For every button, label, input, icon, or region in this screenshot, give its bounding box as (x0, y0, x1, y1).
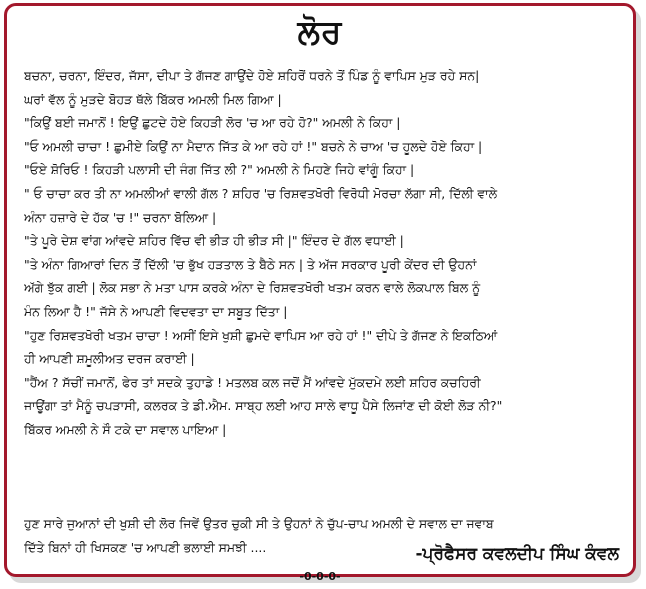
document-frame (4, 3, 636, 583)
paragraph-line: "ਹੁਣ ਰਿਸ਼ਵਤਖੋਰੀ ਖਤਮ ਚਾਚਾ ! ਅਸੀਂ ਇਸੇ ਖੁਸ਼ੀ ਛੁਮਦੇ ਵਾਪਿਸ ਆ ਰਹੇ ਹਾਂ !" ਦੀਪੇ ਤੇ ਗੱਜਣ ਨੇ ਇਕਠਿਆਂ (24, 327, 498, 343)
author-signature: -ਪ੍ਰੋਫੈਸਰ ਕਵਲਦੀਪ ਸਿੰਘ ਕੰਵਲ (415, 544, 619, 564)
paragraph-line: ਅੱਗੇ ਝੁੱਕ ਗਈ | ਲੋਕ ਸਭਾ ਨੇ ਮਤਾ ਪਾਸ ਕਰਕੇ ਅੰਨਾ ਦੇ ਰਿਸ਼ਵਤਖੋਰੀ ਖਤਮ ਕਰਨ ਵਾਲੇ ਲੋਕਪਾਲ ਬਿਲ ਨੂੰ (24, 280, 481, 296)
paragraph-line: "ਕਿਉਂ ਬਈ ਜਮਾਨੋਂ ! ਇਉਂ ਛੁਟਦੇ ਹੋਏ ਕਿਹੜੀ ਲੋਰ 'ਚ ਆ ਰਹੇ ਹੋ?" ਅਮਲੀ ਨੇ ਕਿਹਾ | (24, 115, 401, 131)
paragraph-line: ਜਾਊਂਗਾ ਤਾਂ ਮੈਨੂੰ ਚਪੜਾਸੀ, ਕਲਰਕ ਤੇ ਡੀ.ਐਮ. ਸਾਬ੍ਹ ਲਈ ਆਹ ਸਾਲੇ ਵਾਧੂ ਪੈਸੇ ਲਿਜਾਂਣ ਦੀ ਕੋਈ ਲੋੜ ਨੀ?" (24, 398, 503, 414)
ending-line: ਹੁਣ ਸਾਰੇ ਜੁਆਨਾਂ ਦੀ ਖੁਸ਼ੀ ਦੀ ਲੋਰ ਜਿਵੇਂ ਉਤਰ ਚੁਕੀ ਸੀ ਤੇ ਉਹਨਾਂ ਨੇ ਚੁੱਪ-ਚਾਪ ਅਮਲੀ ਦੇ ਸਵਾਲ ਦਾ ਜਵਾਬ (24, 516, 494, 531)
story-body (24, 64, 628, 442)
paragraph-line: "ਓਏ ਸ਼ੋਰਿਓ ! ਕਿਹੜੀ ਪਲਾਸੀ ਦੀ ਜੰਗ ਜਿੱਤ ਲੀ ?" ਅਮਲੀ ਨੇ ਮਿਹਣੇ ਜਿਹੇ ਵਾਂਗੂੰ ਕਿਹਾ | (24, 162, 415, 178)
paragraph-line: ਬਚਨਾ, ਚਰਨਾ, ਇੰਦਰ, ਜੱਸਾ, ਦੀਪਾ ਤੇ ਗੱਜਣ ਗਾਉਂਦੇ ਹੋਏ ਸ਼ਹਿਰੋਂ ਧਰਨੇ ਤੋਂ ਪਿੰਡ ਨੂੰ ਵਾਪਿਸ ਮੁੜ ਰਹੇ ਸਨ| (24, 68, 480, 83)
paragraph-line: " ਓ ਚਾਚਾ ਕਰ ਤੀ ਨਾ ਅਮਲੀਆਂ ਵਾਲੀ ਗੱਲ ? ਸ਼ਹਿਰ 'ਚ ਰਿਸ਼ਵਤਖੋਰੀ ਵਿਰੋਧੀ ਮੋਰਚਾ ਲੱਗਾ ਸੀ, ਦਿੱਲੀ ਵਾਲੇ (24, 185, 498, 201)
paragraph-line: ਹੀ ਆਪਣੀ ਸ਼ਮੂਲੀਅਤ ਦਰਜ ਕਰਾਈ | (24, 351, 195, 367)
paragraph-line: ਬਿੱਕਰ ਅਮਲੀ ਨੇ ਸੌ ਟਕੇ ਦਾ ਸਵਾਲ ਪਾਇਆ | (24, 421, 227, 437)
paragraph-line: "ਓ ਅਮਲੀ ਚਾਚਾ ! ਛੁਮੀਏ ਕਿਉਂ ਨਾ ਮੈਦਾਨ ਜਿੱਤ ਕੇ ਆ ਰਹੇ ਹਾਂ !" ਬਚਨੇ ਨੇ ਚਾਅ 'ਚ ਹੂਲਦੇ ਹੋਏ ਕਿਹਾ | (24, 138, 483, 154)
paragraph-line: ਮੰਨ ਲਿਆ ਹੈ !" ਜੱਸੇ ਨੇ ਆਪਣੀ ਵਿਦਵਤਾ ਦਾ ਸਬੂਤ ਦਿੱਤਾ | (24, 303, 288, 319)
end-separator: -0-0-0- (299, 570, 341, 583)
paragraph-line: ਘਰਾਂ ਵੱਲ ਨੂੰ ਮੁੜਦੇ ਬੋਹੜ ਥੱਲੇ ਬਿੱਕਰ ਅਮਲੀ ਮਿਲ ਗਿਆ | (24, 91, 282, 107)
paragraph-line: ਅੰਨਾ ਹਜ਼ਾਰੇ ਦੇ ਹੱਕ 'ਚ !" ਚਰਨਾ ਬੋਲਿਆ | (24, 209, 217, 225)
story-title: ਲੋਰ (297, 12, 343, 51)
paragraph-line: "ਹੈਂਅ ? ਸੱਚੀਂ ਜਮਾਨੋਂ, ਫੇਰ ਤਾਂ ਸਦਕੇ ਤੁਹਾਡੇ ! ਮਤਲਬ ਕਲ ਜਦੋਂ ਮੈਂ ਆਂਵਦੇ ਮੁੱਕਦਮੇ ਲਈ ਸ਼ਹਿਰ ਕਚਹਿਰੀ (24, 374, 481, 390)
paragraph-line: "ਤੇ ਅੰਨਾ ਗਿਆਰਾਂ ਦਿਨ ਤੋਂ ਦਿੱਲੀ 'ਚ ਭੁੱਖ ਹੜਤਾਲ ਤੇ ਬੈਠੇ ਸਨ | ਤੇ ਅੱਜ ਸਰਕਾਰ ਪੂਰੀ ਕੇਂਦਰ ਦੀ ਉਹਨਾਂ (24, 256, 477, 272)
paragraph-line: "ਤੇ ਪੂਰੇ ਦੇਸ਼ ਵਾਂਗ ਆਂਵਦੇ ਸ਼ਹਿਰ ਵਿੱਚ ਵੀ ਭੀੜ ਹੀ ਭੀੜ ਸੀ |" ਇੰਦਰ ਦੇ ਗੱਲ ਵਧਾਈ | (24, 233, 404, 249)
ending-line: ਦਿੱਤੇ ਬਿਨਾਂ ਹੀ ਖਿਸਕਣ 'ਚ ਆਪਣੀ ਭਲਾਈ ਸਮਝੀ .... (24, 539, 267, 555)
